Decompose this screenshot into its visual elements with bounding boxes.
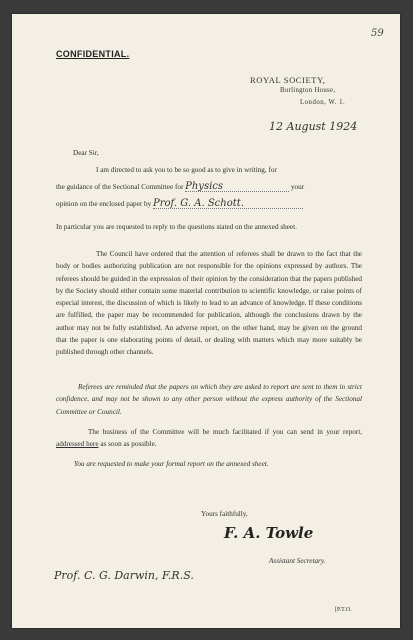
salutation: Dear Sir, [73,149,99,157]
intro-line-2 [56,181,304,193]
intro-line-2-prefix: the guidance of the Sectional Committee for [56,183,184,191]
address-line-3: London, W. 1. [300,99,346,106]
signatory-title: Assistant Secretary. [269,557,326,565]
author-field: Prof. G. A. Schott. [153,198,303,209]
address-line-1: ROYAL SOCIETY, [250,75,326,85]
letter-date: 12 August 1924 [269,120,358,133]
addressed-here-text: addressed here [56,440,99,449]
intro-line-3 [56,198,303,210]
intro-line-1: I am directed to ask you to be so good as to give in writing, for [96,166,277,174]
questions-paragraph: In particular you are requested to reply to the questions stated on the annexed sheet. [56,223,297,231]
letter-sheet [12,14,400,628]
intro-line-2-suffix: your [290,183,305,191]
address-line-2: Burlington House, [280,87,336,94]
signature: F. A. Towle [224,524,314,542]
pto-mark: [P.T.O. [335,607,352,613]
business-text-post: as soon as possible. [100,440,157,449]
business-paragraph [56,426,362,451]
referees-paragraph: Referees are reminded that the papers on which they are asked to report are sent to them in strict confidence, and may not be shown to any other person without the express authority of the Sectional Committee or Council. [56,383,362,416]
business-text-pre: The business of the Committee will be much facilitated if you can send in your report, [88,428,362,436]
committee-field: Physics [185,181,289,192]
formal-report-line: You are requested to make your formal report on the annexed sheet. [74,460,269,468]
intro-line-3-prefix: opinion on the enclosed paper by [56,200,152,208]
confidential-heading: CONFIDENTIAL. [56,49,130,59]
closing: Yours faithfully, [201,510,248,518]
page-number: 59 [371,28,384,39]
recipient-name: Prof. C. G. Darwin, F.R.S. [54,569,194,582]
council-paragraph: The Council have ordered that the attention of referees shall be drawn to the fact that the body or bodies authorizing publication are not responsible for the opinions expressed by authors. The referees should be guided in the expression of their opinion by the consideration that the papers published by the Society should either contain some material contribution to scientific knowledge, or raise points of especial interest, the discussion of which is likely to lead to an advance of knowledge. If these conditions are fulfilled, the paper may be recommended for publication, although the conclusions drawn by the author may not be fully established. An adverse report, on the other hand, may be given on the ground that the paper is one elaborating points of detail, or dealing with matters which may more suitably be published through other channels. [56,250,362,357]
